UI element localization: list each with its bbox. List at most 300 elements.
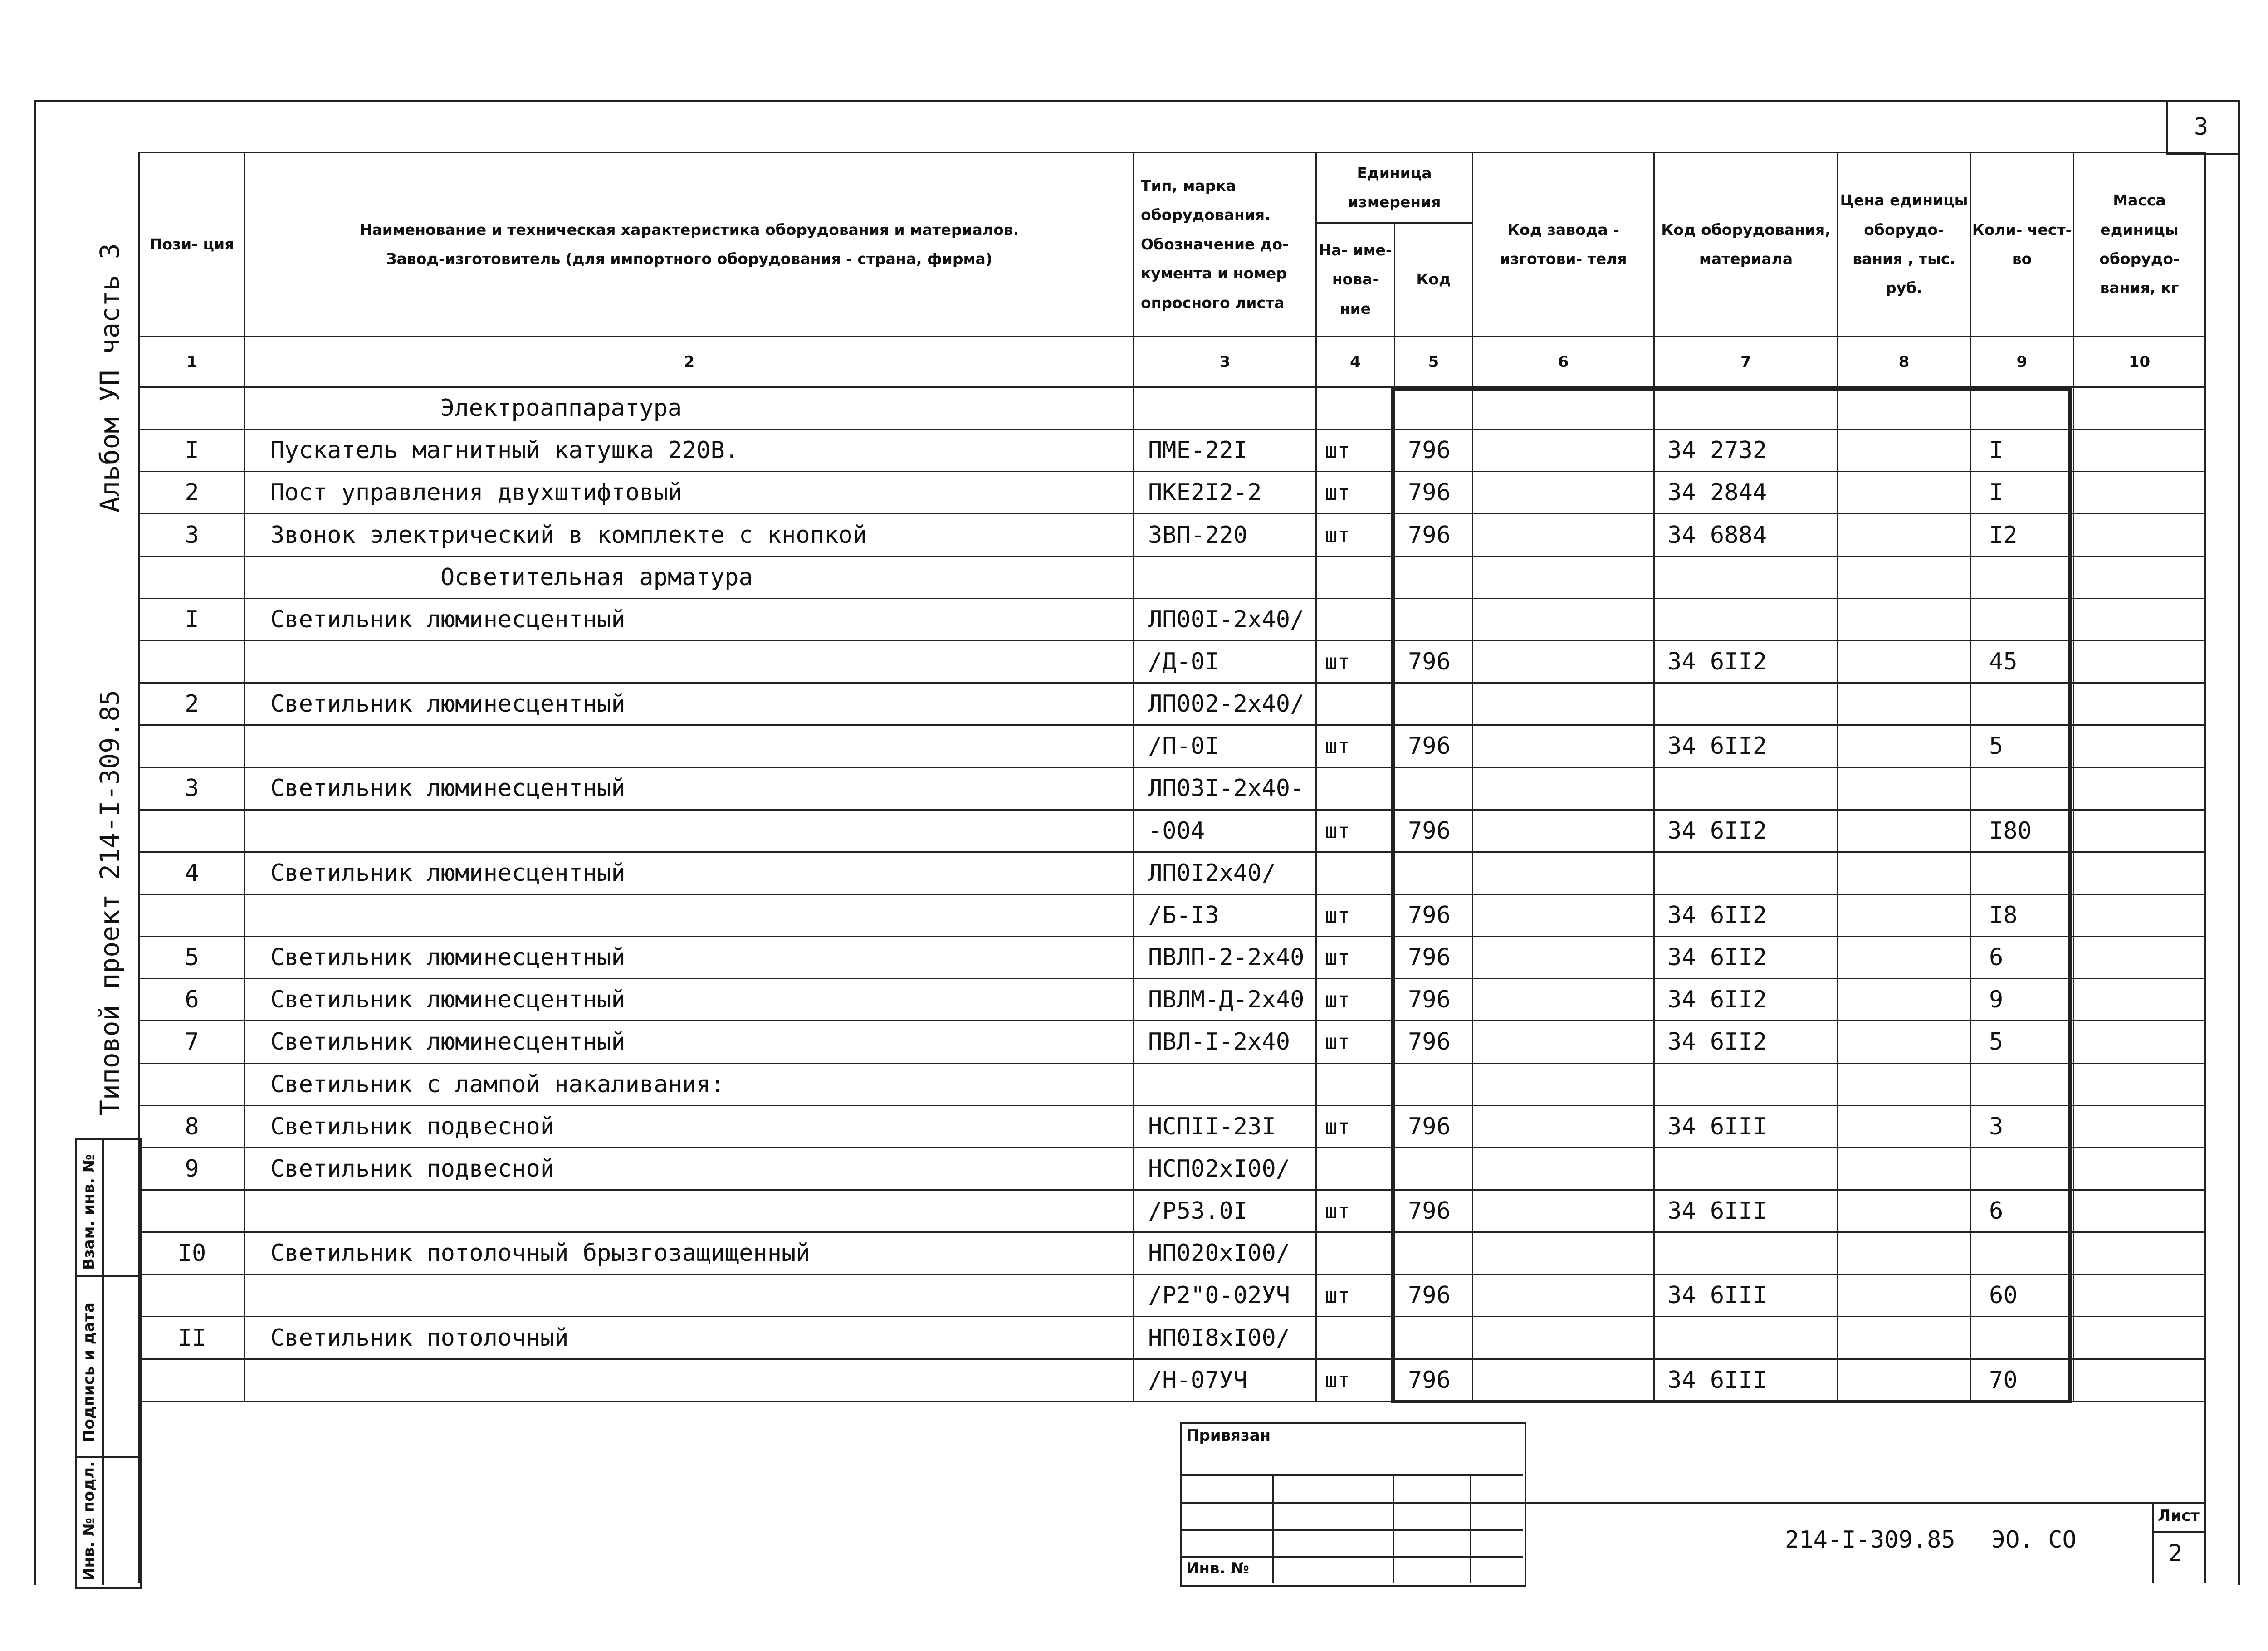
manufacturer-code-cell: [1473, 514, 1654, 556]
position-cell: 5: [139, 937, 245, 979]
material-code-cell: 34 6II2: [1654, 937, 1838, 979]
name-cell: Светильник люминесцентный: [245, 852, 1134, 894]
mass-cell: [2074, 1317, 2205, 1359]
material-code-cell: 34 2844: [1654, 472, 1838, 514]
unit-code-cell: 796: [1395, 514, 1473, 556]
name-cell: Светильник люминесцентный: [245, 683, 1134, 725]
section-row: [139, 387, 2205, 430]
table-row: [139, 1190, 2205, 1232]
header-type: Тип, марка оборудования. Обозначение до- кумента и номер опросного листа: [1134, 153, 1316, 337]
unit-name-cell: [1316, 1317, 1395, 1359]
position-cell: I: [139, 430, 245, 472]
quantity-cell: [1970, 1148, 2074, 1190]
position-cell: 2: [139, 683, 245, 725]
mass-cell: [2074, 1105, 2205, 1148]
manufacturer-code-cell: [1473, 430, 1654, 472]
unit-code-cell: 796: [1395, 894, 1473, 936]
quantity-cell: [1970, 683, 2074, 725]
table-row: [139, 1105, 2205, 1148]
name-cell: Светильник подвесной: [245, 1105, 1134, 1148]
name-cell: Светильник потолочный брызгозащищенный: [245, 1232, 1134, 1275]
unit-name-cell: шт: [1316, 810, 1395, 852]
column-number: 2: [245, 337, 1134, 387]
name-cell: [245, 1275, 1134, 1317]
position-cell: [139, 894, 245, 936]
mass-cell: [2074, 1275, 2205, 1317]
table-row: [139, 1275, 2205, 1317]
table-row: [139, 894, 2205, 936]
name-cell: [245, 725, 1134, 767]
quantity-cell: I: [1970, 472, 2074, 514]
price-cell: [1838, 472, 1970, 514]
doc-code-side-label: 214-I-309.85: [94, 689, 125, 880]
material-code-cell: 34 6III: [1654, 1190, 1838, 1232]
manufacturer-code-cell: [1473, 1190, 1654, 1232]
title-block-top: [1523, 1502, 2206, 1504]
unit-name-cell: шт: [1316, 1105, 1395, 1148]
table-row: [139, 1148, 2205, 1190]
manufacturer-code-cell: [1473, 1232, 1654, 1275]
inv-vz-label: Взам. инв. №: [80, 1154, 98, 1270]
quantity-cell: I: [1970, 430, 2074, 472]
unit-code-cell: 796: [1395, 1359, 1473, 1401]
material-code-cell: [1654, 556, 1838, 598]
manufacturer-code-cell: [1473, 1359, 1654, 1401]
unit-name-cell: [1316, 683, 1395, 725]
price-cell: [1838, 387, 1970, 430]
position-cell: [139, 1275, 245, 1317]
price-cell: [1838, 430, 1970, 472]
type-cell: /П-0I: [1134, 725, 1316, 767]
manufacturer-code-cell: [1473, 725, 1654, 767]
unit-code-cell: 796: [1395, 937, 1473, 979]
title-doc-code: 214-I-309.85: [1785, 1526, 1955, 1553]
unit-code-cell: [1395, 556, 1473, 598]
price-cell: [1838, 979, 1970, 1021]
position-cell: I: [139, 598, 245, 640]
mass-cell: [2074, 640, 2205, 683]
position-cell: 8: [139, 1105, 245, 1148]
quantity-cell: I8: [1970, 894, 2074, 936]
price-cell: [1838, 810, 1970, 852]
position-cell: [139, 1359, 245, 1401]
mass-cell: [2074, 1190, 2205, 1232]
privyazan-label: Привязан: [1186, 1426, 1271, 1445]
mass-cell: [2074, 767, 2205, 810]
position-cell: 3: [139, 514, 245, 556]
unit-name-cell: [1316, 1148, 1395, 1190]
position-cell: II: [139, 1317, 245, 1359]
unit-name-cell: шт: [1316, 1275, 1395, 1317]
material-code-cell: 34 6II2: [1654, 979, 1838, 1021]
thick-rule: [1391, 1400, 2072, 1403]
type-cell: -004: [1134, 810, 1316, 852]
name-cell: [245, 640, 1134, 683]
price-cell: [1838, 1232, 1970, 1275]
unit-name-cell: шт: [1316, 514, 1395, 556]
price-cell: [1838, 598, 1970, 640]
unit-code-cell: [1395, 683, 1473, 725]
unit-code-cell: 796: [1395, 979, 1473, 1021]
name-cell: Электроаппаратура: [245, 387, 1134, 430]
quantity-cell: [1970, 767, 2074, 810]
mass-cell: [2074, 1063, 2205, 1105]
material-code-cell: [1654, 1148, 1838, 1190]
mass-cell: [2074, 556, 2205, 598]
name-cell: Светильник потолочный: [245, 1317, 1134, 1359]
table-row: [139, 767, 2205, 810]
specification-table: [138, 152, 2206, 1402]
price-cell: [1838, 937, 1970, 979]
position-cell: 6: [139, 979, 245, 1021]
column-number: 1: [139, 337, 245, 387]
unit-code-cell: 796: [1395, 1190, 1473, 1232]
column-number: 10: [2074, 337, 2205, 387]
type-cell: /Б-I3: [1134, 894, 1316, 936]
material-code-cell: 34 2732: [1654, 430, 1838, 472]
table-row: [139, 725, 2205, 767]
manufacturer-code-cell: [1473, 387, 1654, 430]
quantity-cell: 9: [1970, 979, 2074, 1021]
type-cell: ЛП0I2х40/: [1134, 852, 1316, 894]
position-cell: [139, 556, 245, 598]
mass-cell: [2074, 430, 2205, 472]
mass-cell: [2074, 852, 2205, 894]
unit-code-cell: 796: [1395, 810, 1473, 852]
price-cell: [1838, 1275, 1970, 1317]
manufacturer-code-cell: [1473, 767, 1654, 810]
name-cell: Светильник люминесцентный: [245, 1021, 1134, 1063]
quantity-cell: I80: [1970, 810, 2074, 852]
header-name: [245, 153, 1134, 337]
type-cell: ПМЕ-22I: [1134, 430, 1316, 472]
type-cell: ЗВП-220: [1134, 514, 1316, 556]
price-cell: [1838, 894, 1970, 936]
position-cell: [139, 387, 245, 430]
unit-name-cell: шт: [1316, 472, 1395, 514]
manufacturer-code-cell: [1473, 979, 1654, 1021]
quantity-cell: [1970, 1063, 2074, 1105]
unit-code-cell: [1395, 598, 1473, 640]
thick-rule: [1391, 388, 2072, 391]
material-code-cell: 34 6II2: [1654, 725, 1838, 767]
type-cell: ЛП00I-2х40/: [1134, 598, 1316, 640]
header-unit-code: Код: [1395, 223, 1473, 337]
manufacturer-code-cell: [1473, 1021, 1654, 1063]
table-row: [139, 640, 2205, 683]
unit-code-cell: [1395, 1317, 1473, 1359]
unit-code-cell: [1395, 852, 1473, 894]
unit-code-cell: 796: [1395, 1021, 1473, 1063]
manufacturer-code-cell: [1473, 1063, 1654, 1105]
header-unit: Единица измерения: [1316, 153, 1473, 223]
title-section-code: ЭО. СО: [1991, 1526, 2077, 1553]
unit-name-cell: шт: [1316, 640, 1395, 683]
position-cell: 9: [139, 1148, 245, 1190]
name-cell: Пост управления двухштифтовый: [245, 472, 1134, 514]
type-cell: ЛП03I-2х40-: [1134, 767, 1316, 810]
manufacturer-code-cell: [1473, 852, 1654, 894]
column-number: 3: [1134, 337, 1316, 387]
type-cell: ПВЛП-2-2х40: [1134, 937, 1316, 979]
position-cell: [139, 810, 245, 852]
table-row: [139, 1359, 2205, 1401]
price-cell: [1838, 1063, 1970, 1105]
mass-cell: [2074, 472, 2205, 514]
table-row: [139, 852, 2205, 894]
manufacturer-code-cell: [1473, 894, 1654, 936]
position-cell: [139, 725, 245, 767]
signature-date-label: Подпись и дата: [80, 1302, 98, 1442]
section-row: [139, 556, 2205, 598]
header-position: Пози- ция: [139, 153, 245, 337]
table-row: [139, 430, 2205, 472]
quantity-cell: 5: [1970, 1021, 2074, 1063]
unit-name-cell: [1316, 387, 1395, 430]
quantity-cell: 6: [1970, 1190, 2074, 1232]
name-cell: [245, 1359, 1134, 1401]
material-code-cell: [1654, 598, 1838, 640]
type-cell: [1134, 556, 1316, 598]
manufacturer-code-cell: [1473, 1105, 1654, 1148]
unit-code-cell: 796: [1395, 640, 1473, 683]
quantity-cell: [1970, 598, 2074, 640]
material-code-cell: [1654, 1232, 1838, 1275]
price-cell: [1838, 725, 1970, 767]
top-sheet-number: 3: [2194, 113, 2209, 141]
position-cell: 7: [139, 1021, 245, 1063]
name-cell: Светильник люминесцентный: [245, 598, 1134, 640]
header-manufacturer-code: Код завода - изготови- теля: [1473, 153, 1654, 337]
position-cell: 3: [139, 767, 245, 810]
header-name-line1: Наименование и техническая характеристика оборудования и материалов.: [359, 220, 1019, 239]
material-code-cell: 34 6III: [1654, 1275, 1838, 1317]
material-code-cell: [1654, 387, 1838, 430]
material-code-cell: 34 6III: [1654, 1105, 1838, 1148]
table-row: [139, 937, 2205, 979]
material-code-cell: [1654, 683, 1838, 725]
table-row: [139, 1021, 2205, 1063]
mass-cell: [2074, 387, 2205, 430]
material-code-cell: [1654, 1063, 1838, 1105]
manufacturer-code-cell: [1473, 937, 1654, 979]
material-code-cell: [1654, 767, 1838, 810]
mass-cell: [2074, 894, 2205, 936]
price-cell: [1838, 1021, 1970, 1063]
type-cell: /Н-07УЧ: [1134, 1359, 1316, 1401]
unit-name-cell: [1316, 852, 1395, 894]
unit-name-cell: [1316, 1232, 1395, 1275]
type-cell: ЛП002-2х40/: [1134, 683, 1316, 725]
position-cell: [139, 640, 245, 683]
name-cell: Светильник люминесцентный: [245, 767, 1134, 810]
mass-cell: [2074, 1148, 2205, 1190]
price-cell: [1838, 852, 1970, 894]
album-label: Альбом УП часть 3: [94, 243, 125, 513]
unit-name-cell: шт: [1316, 1359, 1395, 1401]
material-code-cell: 34 6III: [1654, 1359, 1838, 1401]
mass-cell: [2074, 937, 2205, 979]
price-cell: [1838, 1148, 1970, 1190]
type-cell: НП0I8хI00/: [1134, 1317, 1316, 1359]
quantity-cell: [1970, 556, 2074, 598]
header-unit-name: На- име- нова- ние: [1316, 223, 1395, 337]
unit-name-cell: шт: [1316, 1190, 1395, 1232]
unit-name-cell: шт: [1316, 894, 1395, 936]
name-cell: Светильник люминесцентный: [245, 979, 1134, 1021]
inv-no-label: Инв. №: [1186, 1559, 1250, 1578]
unit-code-cell: [1395, 1232, 1473, 1275]
unit-name-cell: шт: [1316, 979, 1395, 1021]
price-cell: [1838, 640, 1970, 683]
manufacturer-code-cell: [1473, 1317, 1654, 1359]
header-price: Цена единицы оборудо- вания , тыс. руб.: [1838, 153, 1970, 337]
material-code-cell: [1654, 1317, 1838, 1359]
type-cell: ПВЛМ-Д-2х40: [1134, 979, 1316, 1021]
price-cell: [1838, 767, 1970, 810]
unit-name-cell: [1316, 767, 1395, 810]
type-cell: ПВЛ-I-2х40: [1134, 1021, 1316, 1063]
quantity-cell: [1970, 387, 2074, 430]
price-cell: [1838, 1317, 1970, 1359]
unit-code-cell: 796: [1395, 725, 1473, 767]
inv-podl-label: Инв. № подл.: [80, 1461, 98, 1581]
column-number: 7: [1654, 337, 1838, 387]
position-cell: 2: [139, 472, 245, 514]
unit-code-cell: 796: [1395, 1105, 1473, 1148]
unit-name-cell: [1316, 1063, 1395, 1105]
thick-rule: [2068, 390, 2072, 1402]
price-cell: [1838, 683, 1970, 725]
type-cell: /Р2"0-02УЧ: [1134, 1275, 1316, 1317]
manufacturer-code-cell: [1473, 1275, 1654, 1317]
price-cell: [1838, 556, 1970, 598]
unit-name-cell: [1316, 556, 1395, 598]
table-row: [139, 683, 2205, 725]
type-cell: ПКЕ2I2-2: [1134, 472, 1316, 514]
name-cell: Светильник с лампой накаливания:: [245, 1063, 1134, 1105]
header-material-code: Код оборудования, материала: [1654, 153, 1838, 337]
column-number: 8: [1838, 337, 1970, 387]
quantity-cell: [1970, 1232, 2074, 1275]
material-code-cell: 34 6II2: [1654, 810, 1838, 852]
type-cell: [1134, 1063, 1316, 1105]
thick-rule: [1391, 390, 1395, 1402]
name-cell: Звонок электрический в комплекте с кнопкой: [245, 514, 1134, 556]
position-cell: [139, 1190, 245, 1232]
quantity-cell: 3: [1970, 1105, 2074, 1148]
table-row: [139, 1317, 2205, 1359]
material-code-cell: [1654, 852, 1838, 894]
table-row: [139, 598, 2205, 640]
quantity-cell: [1970, 1317, 2074, 1359]
unit-name-cell: шт: [1316, 430, 1395, 472]
mass-cell: [2074, 683, 2205, 725]
table-row: [139, 810, 2205, 852]
price-cell: [1838, 1105, 1970, 1148]
unit-code-cell: 796: [1395, 430, 1473, 472]
unit-code-cell: 796: [1395, 472, 1473, 514]
sheet-number: 2: [2168, 1540, 2183, 1567]
name-cell: [245, 810, 1134, 852]
position-cell: [139, 1063, 245, 1105]
header-name-line2: Завод-изготовитель (для импортного оборудования - страна, фирма): [386, 250, 992, 268]
price-cell: [1838, 1359, 1970, 1401]
mass-cell: [2074, 514, 2205, 556]
material-code-cell: 34 6II2: [1654, 894, 1838, 936]
mass-cell: [2074, 1232, 2205, 1275]
quantity-cell: 70: [1970, 1359, 2074, 1401]
quantity-cell: 60: [1970, 1275, 2074, 1317]
unit-name-cell: [1316, 598, 1395, 640]
mass-cell: [2074, 598, 2205, 640]
mass-cell: [2074, 810, 2205, 852]
header-quantity: Коли- чест- во: [1970, 153, 2074, 337]
mass-cell: [2074, 979, 2205, 1021]
manufacturer-code-cell: [1473, 810, 1654, 852]
material-code-cell: 34 6II2: [1654, 1021, 1838, 1063]
name-cell: [245, 1190, 1134, 1232]
type-cell: /Д-0I: [1134, 640, 1316, 683]
quantity-cell: [1970, 852, 2074, 894]
manufacturer-code-cell: [1473, 683, 1654, 725]
quantity-cell: 6: [1970, 937, 2074, 979]
type-cell: НСПII-23I: [1134, 1105, 1316, 1148]
mass-cell: [2074, 1359, 2205, 1401]
table-row: [139, 1063, 2205, 1105]
specification-body: [139, 387, 2205, 1402]
quantity-cell: 5: [1970, 725, 2074, 767]
type-cell: НСП02хI00/: [1134, 1148, 1316, 1190]
name-cell: [245, 894, 1134, 936]
position-cell: 4: [139, 852, 245, 894]
price-cell: [1838, 514, 1970, 556]
mass-cell: [2074, 725, 2205, 767]
manufacturer-code-cell: [1473, 640, 1654, 683]
material-code-cell: 34 6II2: [1654, 640, 1838, 683]
table-row: [139, 979, 2205, 1021]
table-row: [139, 514, 2205, 556]
manufacturer-code-cell: [1473, 472, 1654, 514]
header-mass: Масса единицы оборудо- вания, кг: [2074, 153, 2205, 337]
price-cell: [1838, 1190, 1970, 1232]
column-number: 4: [1316, 337, 1395, 387]
unit-code-cell: [1395, 1063, 1473, 1105]
unit-name-cell: шт: [1316, 937, 1395, 979]
unit-name-cell: шт: [1316, 725, 1395, 767]
name-cell: Светильник подвесной: [245, 1148, 1134, 1190]
unit-code-cell: [1395, 1148, 1473, 1190]
column-number: 5: [1395, 337, 1473, 387]
project-label: Типовой проект: [94, 894, 125, 1116]
table-row: [139, 472, 2205, 514]
type-cell: /Р53.0I: [1134, 1190, 1316, 1232]
column-number: 9: [1970, 337, 2074, 387]
position-cell: I0: [139, 1232, 245, 1275]
column-number: 6: [1473, 337, 1654, 387]
unit-code-cell: 796: [1395, 1275, 1473, 1317]
type-cell: НП020хI00/: [1134, 1232, 1316, 1275]
quantity-cell: 45: [1970, 640, 2074, 683]
name-cell: Пускатель магнитный катушка 220В.: [245, 430, 1134, 472]
sheet-label: Лист: [2158, 1507, 2200, 1525]
unit-code-cell: [1395, 387, 1473, 430]
type-cell: [1134, 387, 1316, 430]
unit-code-cell: [1395, 767, 1473, 810]
name-cell: Осветительная арматура: [245, 556, 1134, 598]
material-code-cell: 34 6884: [1654, 514, 1838, 556]
table-row: [139, 1232, 2205, 1275]
